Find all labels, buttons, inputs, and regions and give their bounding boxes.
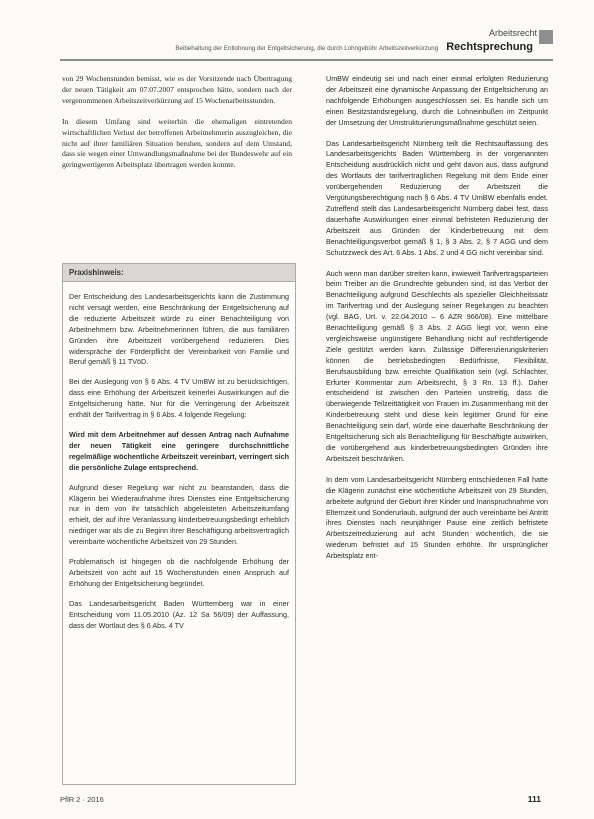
right-paragraph: UmBW eindeutig sei und nach einer einmal erfolgten Reduzierung der Arbeitszeit eine dynamische Anpassung der Entgeltsicherung an nachfolgende Erhöhungen ausgeschlossen sei. Es handle sich um einen Besitzstandsregelung, durch die Lohneinbußen im Zeitpunkt der Umsetzung der Umstrukturierungsmaßnahme geschützt seien. [326, 74, 548, 127]
practice-note-title: Praxishinweis: [63, 264, 295, 282]
practice-paragraph: Bei der Auslegung von § 6 Abs. 4 TV UmBW ist zu berücksichtigen, dass eine Erhöhung der Arbeitszeit keinerlei Auswirkungen auf die Entgeltsicherung hätte. Nur für die Verringerung der Arbeitszeit enthält der Tarifvertrag in § 6 Abs. 4 folgende Regelung: [69, 377, 289, 420]
left-column [62, 74, 292, 181]
right-column [326, 74, 548, 572]
practice-note-box [62, 263, 296, 785]
page-footer [60, 795, 545, 809]
practice-note-body [63, 282, 295, 631]
right-paragraph: Auch wenn man darüber streiten kann, inwieweit Tarifvertragsparteien beim Treiber an die Grundrechte gebunden sind, ist das Verbot der Benachteiligung aufgrund Geschlechts als spezieller Gleichheitssatz im Tarifvertrag und der Auslegung seiner Regelungen zu beachten (vgl. BAG, Urt. v. 22.04.2010 – 6 AZR 966/08). Eine mittelbare Benachteiligung gemäß § 3 Abs. 2 AGG liegt vor, wenn eine vergleichsweise ungünstigere Behandlung nicht auf rechtfertigende Ziele gestützt werden kann. Zulässige Differenzierungskriterien können die betriebsbedingten Bedürfnisse, Flexibilität, Berufsausbildung bzw. erreichte Qualifikation sein (vgl. Schlachter, Erfurter Kommentar zum Arbeitsrecht, § 3 Rn. 13 ff.). Daher entscheidend ist zwischen den Parteien unstreitig, dass die überwiegende Teilzeittätigkeit von Frauen im Zusammenhang mit der Kinderbetreuung steht und diese kein legitimer Grund für eine Benachteiligung sein darf, würde eine dauerhafte Beschränkung der Entgeltsicherung sich als Benachteiligung für Beschäftigte auswirken, die vorübergehend aus kinderbetreuungsbedingten Gründen ihre Arbeitszeit beschränken. [326, 268, 548, 463]
page-header [60, 28, 545, 64]
section-label: Arbeitsrecht [488, 28, 537, 38]
practice-quote: Wird mit dem Arbeitnehmer auf dessen Antrag nach Aufnahme der neuen Tätigkeit eine geringere durchschnittliche regelmäßige wöchentliche Arbeitszeit vereinbart, verringert sich die persönliche Zulage entsprechend. [69, 429, 289, 472]
header-title: Rechtsprechung [446, 41, 533, 53]
page-number: 111 [527, 794, 541, 804]
header-rule [60, 59, 553, 61]
practice-paragraph: Der Entscheidung des Landesarbeitsgerichts kann die Zustimmung nicht versagt werden, eine Beschränkung der Entgeltsicherung auf die reduzierte Arbeitszeit würde zu einer Benachteiligung von Arbeitnehmern bzw. Arbeitnehmerinnen führen, die aus familiären Gründen ihre Arbeitszeit vorübergehend reduzieren. Dies widerspräche der Förderpflicht der Vereinbarkeit von Familie und Beruf gemäß § 11 TVöD. [69, 292, 289, 367]
practice-paragraph: Aufgrund dieser Regelung war nicht zu beanstanden, dass die Klägerin bei Wiederaufnahme ihres Dienstes eine Entgeltsicherung nur in dem von ihr tatsächlich abgeleisteten Arbeitszeitumfang erhielt, der auf ihre Veranlassung kinderbetreuungsbedingt erheblich niedriger war als die zu Beginn ihrer Beschäftigung arbeitsvertraglich vereinbarte wöchentliche Arbeitszeit von 29 Stunden. [69, 482, 289, 547]
practice-paragraph: Problematisch ist hingegen ob die nachfolgende Erhöhung der Arbeitszeit von acht auf 15 Wochenstunden einen Anspruch auf Erhöhung der Entgeltsicherung begründet. [69, 557, 289, 588]
header-subtitle: Beibehaltung der Entlohnung der Entgeltsicherung, die durch Lohngebühr Arbeitszeitverkürzung [175, 45, 439, 52]
left-paragraph: von 29 Wochenstunden bemisst, wie es der Vorsitzende nach Übertragung der neuen Tätigkeit am 07.07.2007 entsprochen hätte, sondern nach der vergenommenen Arbeitszeitverkürzung auf 15 Wochenarbeitsstunden. [62, 74, 292, 105]
practice-paragraph: Das Landesarbeitsgericht Baden Württemberg war in einer Entscheidung vom 11.05.2010 (Az. 12 Sa 56/09) der Auffassung, dass der Wortlaut des § 6 Abs. 4 TV [69, 598, 289, 630]
section-marker [539, 30, 553, 44]
journal-citation: PflR 2 · 2016 [60, 795, 104, 804]
left-paragraph: In diesem Umfang sind weiterhin die ehemaligen eintretenden wirtschaftlichen Verlust der betroffenen Arbeitnehmerin auszugleichen, die nicht auf ihrer familiären Situation beruhen, sondern auf dem Umstand, dass sie wegen einer Umwandlungsmaßnahme bei der Bundeswehr auf ein geringwertigeren Arbeitsplatz übertragen werden konnte. [62, 116, 292, 170]
right-paragraph: Das Landesarbeitsgericht Nürnberg teilt die Rechtsauffassung des Landesarbeitsgerichts Baden Württemberg in der vorgenannten Entscheidung ausdrücklich nicht und geht davon aus, dass aufgrund des Wortlauts der tarifvertraglichen Regelung mit dem Ende einer vorübergehenden Reduzierung der Arbeitszeit die Vergütungsberechtigung nach § 6 Abs. 4 TV UmBW ebenfalls endet. Zutreffend stellt das Landesarbeitsgericht Nürnberg dabei fest, dass dauerhafte Auswirkungen einer einmal befristeten Reduzierung der Arbeitszeit aus Gründen der Kinderbetreuung mit dem Benachteiligungsverbot gemäß § 1, § 3 Abs. 2, § 7 AGG und dem Schutzzweck des Art. 6 Abs. 1 Abs. 2 und 4 GG nicht vereinbar sind. [326, 138, 548, 257]
header-row [60, 41, 533, 57]
right-paragraph: In dem vom Landesarbeitsgericht Nürnberg entschiedenen Fall hatte die Klägerin zunächst eine wöchentliche Arbeitszeit von 29 Stunden, arbeitete aufgrund der Geburt ihrer Kinder und Inanspruchnahme von Elternzeit und Sonderurlaub, aufgrund der auch vereinbarte bei Antritt ihres Dienstes nach neunjähriger Pause eine zeitlich befristete Arbeitszeitreduzierung auf acht Stunden wöchentlich, die sie wiederum befristet auf 15 Stunden erhöhte. Ihr ursprünglicher Arbeitsplatz ent- [326, 474, 548, 561]
